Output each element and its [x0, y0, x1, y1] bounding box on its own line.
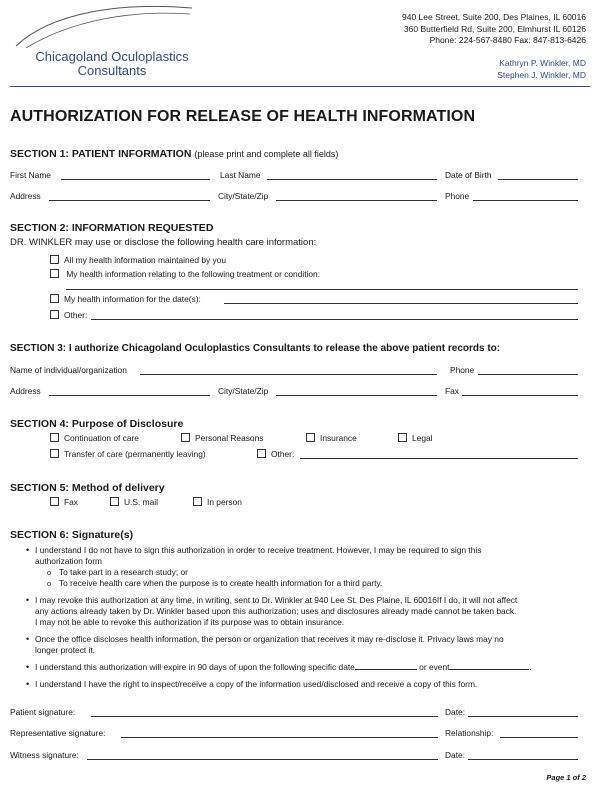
first-name-field[interactable] — [61, 179, 210, 180]
purpose-insurance-label: Insurance — [320, 433, 357, 443]
logo-name — [12, 50, 212, 78]
purpose-other-label: Other: — [271, 449, 295, 459]
purpose-continuation[interactable] — [50, 433, 139, 443]
delivery-in-person[interactable] — [193, 497, 242, 507]
address-line2: 360 Butterfield Rd, Suite 200, Elmhurst IL 60126 — [403, 23, 586, 34]
checkbox[interactable] — [193, 497, 202, 506]
term-2-line2: any actions already taken by Dr. Winkler based upon this authorization; uses and disclosures already made cannot be taken back. — [35, 606, 517, 616]
expiry-date-field[interactable] — [355, 669, 417, 670]
purpose-personal-label: Personal Reasons — [195, 433, 264, 443]
checkbox[interactable] — [257, 449, 266, 458]
phone-label: Phone — [445, 191, 470, 201]
term-1-sub1: o To take part in a research study; or — [47, 567, 590, 578]
checkbox[interactable] — [50, 497, 59, 506]
first-name-label: First Name — [10, 170, 51, 180]
recipient-city-field[interactable] — [276, 395, 437, 396]
logo-name-line1: Chicagoland Oculoplastics — [35, 49, 189, 64]
dob-label: Date of Birth — [445, 170, 492, 180]
recipient-phone-field[interactable] — [478, 374, 578, 375]
phone-field[interactable] — [473, 200, 578, 201]
checkbox[interactable] — [50, 449, 59, 458]
expiry-event-field[interactable] — [449, 669, 529, 670]
term-1 — [35, 545, 590, 589]
delivery-fax[interactable] — [50, 497, 78, 507]
section6-terms — [35, 545, 590, 690]
term-4-text-b: or event — [419, 662, 450, 672]
purpose-other-field[interactable] — [300, 458, 578, 459]
term-3-line2: longer protect it. — [35, 645, 96, 655]
city-field[interactable] — [276, 200, 437, 201]
purpose-other[interactable] — [257, 449, 294, 459]
page-number: Page 1 of 2 — [546, 773, 586, 782]
date2-field[interactable] — [468, 759, 578, 760]
section2-opt4-label: Other: — [64, 310, 88, 320]
dates-field[interactable] — [224, 303, 578, 304]
term-3-line1: • Once the office discloses health information, the person or organization that receives it may re-disclose it. Privacy laws may no — [35, 634, 504, 644]
delivery-mail[interactable] — [110, 497, 158, 507]
purpose-personal[interactable] — [181, 433, 263, 443]
term-2-line3: I may not be able to revoke this authorization if its purpose was to obtain insurance. — [35, 617, 345, 627]
purpose-transfer[interactable] — [50, 449, 206, 459]
condition-field[interactable] — [66, 289, 578, 290]
term-5-text: I understand I have the right to inspect/receive a copy of the information used/disclosed and receive a copy of this form. — [35, 679, 478, 689]
witness-signature-field[interactable] — [87, 759, 438, 760]
purpose-legal[interactable] — [398, 433, 433, 443]
delivery-fax-label: Fax — [64, 497, 78, 507]
relationship-label: Relationship: — [445, 728, 494, 738]
checkbox[interactable] — [398, 433, 407, 442]
section2-opt1-label: All my health information maintained by you — [64, 255, 226, 265]
last-name-label: Last Name — [220, 170, 261, 180]
term-4: • I understand this authorization will expire in 90 days of upon the following specific date or event . — [35, 662, 590, 673]
checkbox[interactable] — [181, 433, 190, 442]
section2-opt2[interactable] — [50, 269, 320, 279]
delivery-mail-label: U.S. mail — [124, 497, 158, 507]
recipient-fax-label: Fax — [445, 386, 459, 396]
section2-opt1[interactable] — [50, 255, 226, 265]
address-line1: 940 Lee Street, Suite 200, Des Plaines, IL 60016 — [402, 12, 586, 22]
checkbox[interactable] — [110, 497, 119, 506]
recipient-phone-label: Phone — [450, 365, 475, 375]
doctor1: Kathryn P. Winkler, MD — [499, 58, 586, 68]
last-name-field[interactable] — [267, 179, 437, 180]
section4-heading: SECTION 4: Purpose of Disclosure — [10, 418, 184, 430]
term-5 — [35, 679, 590, 690]
recipient-address-label: Address — [10, 386, 41, 396]
date2-label: Date: — [445, 750, 466, 760]
date1-label: Date: — [445, 707, 466, 717]
logo-name-line2: Consultants — [77, 63, 147, 78]
doctor-names — [497, 58, 586, 81]
form-title: AUTHORIZATION FOR RELEASE OF HEALTH INFORMATION — [10, 108, 476, 125]
other-info-field[interactable] — [91, 319, 578, 320]
section2-opt3-label: My health information for the date(s): — [64, 294, 201, 304]
checkbox[interactable] — [50, 255, 59, 264]
term-1-line1: • I understand I do not have to sign this authorization in order to receive treatment. However, I may be required to sign this — [35, 545, 482, 555]
section1-heading — [10, 148, 338, 160]
date1-field[interactable] — [468, 716, 578, 717]
recipient-fax-field[interactable] — [462, 395, 578, 396]
checkbox[interactable] — [50, 433, 59, 442]
recipient-address-field[interactable] — [49, 395, 210, 396]
term-1-sub2: o To receive health care when the purpose is to create health information for a third party. — [47, 578, 590, 589]
section1-title: SECTION 1: PATIENT INFORMATION — [10, 148, 192, 160]
dob-field[interactable] — [498, 179, 578, 180]
term-4-text-a: I understand this authorization will expire in 90 days of upon the following specific date — [35, 662, 355, 672]
section1-note: (please print and complete all fields) — [194, 149, 339, 159]
purpose-insurance[interactable] — [306, 433, 357, 443]
section2-opt2-label: My health information relating to the following treatment or condition: — [66, 269, 321, 279]
checkbox[interactable] — [306, 433, 315, 442]
recipient-name-field[interactable] — [140, 374, 437, 375]
term-3 — [35, 634, 590, 656]
section6-heading: SECTION 6: Signature(s) — [10, 529, 134, 541]
logo-swoosh-icon — [12, 2, 197, 48]
relationship-field[interactable] — [500, 737, 578, 738]
section5-heading: SECTION 5: Method of delivery — [10, 482, 165, 494]
section2-opt3[interactable] — [50, 294, 201, 304]
recipient-city-label: City/State/Zip — [218, 386, 269, 396]
rep-signature-field[interactable] — [121, 737, 438, 738]
checkbox[interactable] — [50, 310, 59, 319]
delivery-in-person-label: In person — [207, 497, 242, 507]
address-label: Address — [10, 191, 41, 201]
checkbox[interactable] — [50, 269, 59, 278]
rep-signature-label: Representative signature: — [10, 728, 106, 738]
city-label: City/State/Zip — [218, 191, 269, 201]
section3-heading: SECTION 3: I authorize Chicagoland Oculoplastics Consultants to release the above patient records to: — [10, 343, 501, 354]
purpose-transfer-label: Transfer of care (permanently leaving) — [64, 449, 206, 459]
office-address — [402, 12, 586, 47]
doctor2: Stephen J. Winkler, MD — [497, 69, 586, 80]
patient-signature-label: Patient signature: — [10, 707, 76, 717]
term-2-line1: • I may revoke this authorization at any time, in writing, sent to Dr. Winkler at 940 Lee St. Des Plaine, IL 60016If I do, it will not affect — [35, 595, 518, 605]
patient-signature-field[interactable] — [91, 716, 438, 717]
section2-intro: DR. WINKLER may use or disclose the following health care information: — [10, 237, 317, 248]
recipient-name-label: Name of individual/organization — [10, 365, 127, 375]
phone-fax: Phone: 224-567-8480 Fax: 847-813-6426 — [429, 35, 586, 45]
checkbox[interactable] — [50, 294, 59, 303]
address-field[interactable] — [49, 200, 210, 201]
term-1-line2: authorization form — [35, 556, 103, 566]
purpose-legal-label: Legal — [412, 433, 433, 443]
purpose-continuation-label: Continuation of care — [64, 433, 139, 443]
header-divider — [10, 86, 590, 87]
section2-heading: SECTION 2: INFORMATION REQUESTED — [10, 222, 214, 234]
section2-opt4[interactable] — [50, 310, 87, 320]
term-2 — [35, 595, 590, 628]
witness-signature-label: Witness signature: — [10, 750, 79, 760]
